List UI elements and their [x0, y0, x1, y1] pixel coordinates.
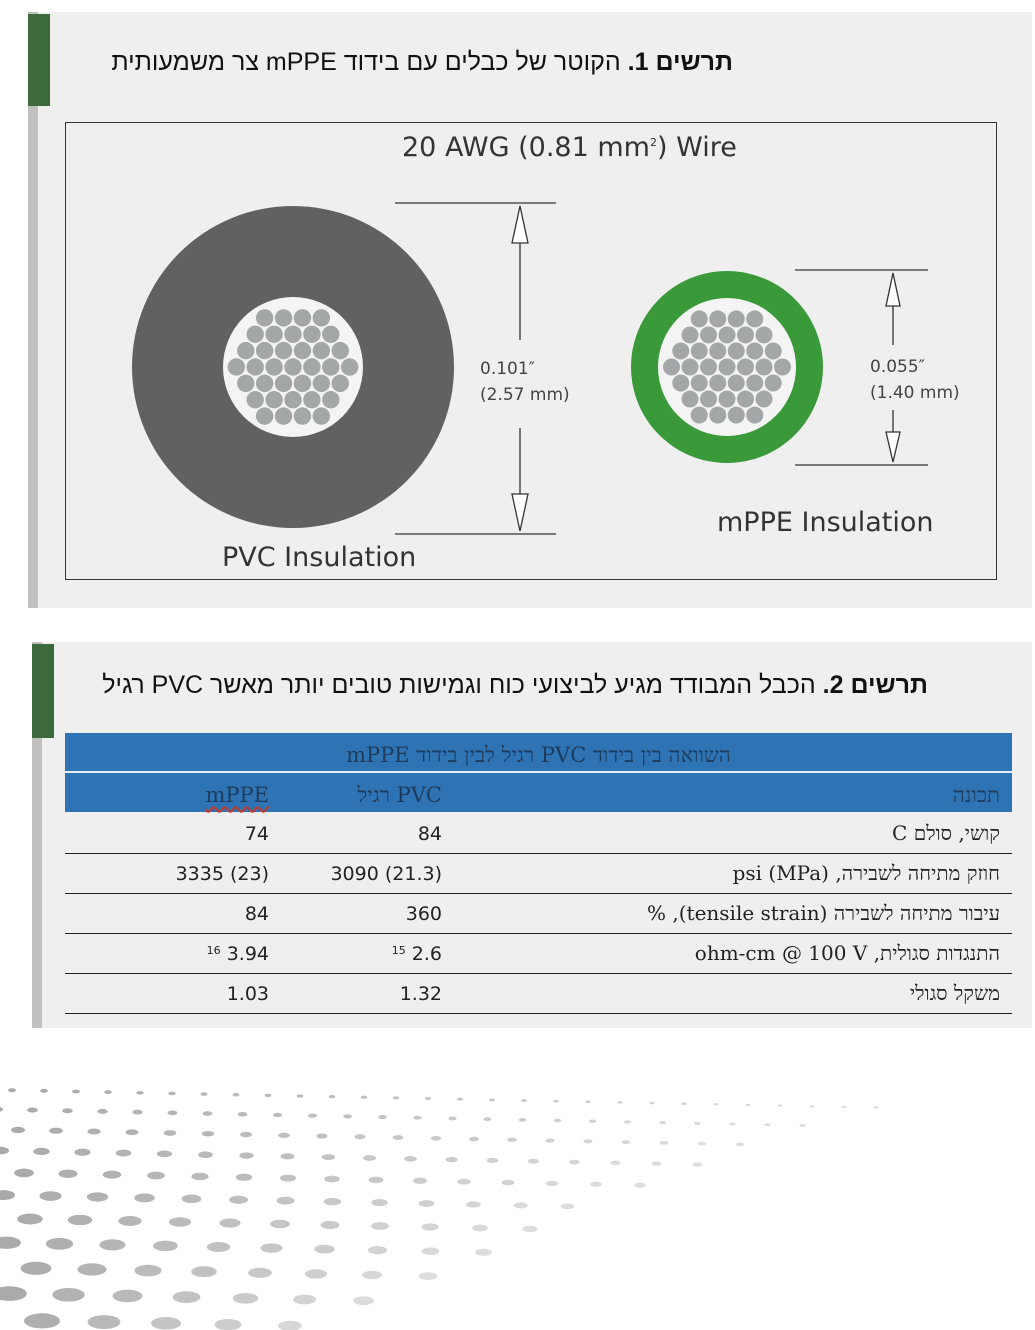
conductor-strand	[313, 342, 330, 359]
decorative-dot	[413, 1178, 427, 1184]
decorative-dot	[469, 1137, 479, 1142]
decorative-dot	[419, 1272, 437, 1280]
mppe-dimension-label	[870, 354, 960, 406]
decorative-dot	[393, 1135, 404, 1140]
figure2-accent-bar	[32, 644, 54, 738]
decorative-dot	[523, 1226, 538, 1232]
conductor-strand	[682, 326, 699, 343]
figure1-label: תרשים 1.	[627, 48, 733, 76]
row-mppe-value: 84	[244, 903, 269, 925]
conductor-strand	[756, 359, 773, 376]
decorative-dot	[561, 1203, 574, 1209]
table-row	[65, 814, 1012, 854]
decorative-dot	[46, 1238, 73, 1250]
decorative-dot	[116, 1150, 132, 1157]
figure2-caption-text: הכבל המבודד מגיע לביצועי כוח וגמישות טובים יותר מאשר PVC רגיל	[102, 671, 816, 699]
conductor-strand	[332, 375, 349, 392]
conductor-strand	[303, 391, 320, 408]
wire-title: 20 AWG (0.81 $mm^2$) Wire	[402, 132, 737, 163]
conductor-strand	[313, 407, 330, 424]
conductor-strand	[265, 358, 282, 375]
decorative-dot	[74, 1149, 90, 1156]
decorative-dot	[355, 1134, 366, 1139]
pvc-diameter-mm: (2.57 mm)	[480, 385, 570, 405]
decorative-dot	[404, 1156, 416, 1162]
conductor-strand	[709, 407, 726, 424]
comparison-table-title: השוואה בין בידוד PVC רגיל לבין בידוד mPPE	[65, 733, 1012, 773]
table-row	[65, 974, 1012, 1014]
decorative-dot	[546, 1181, 558, 1186]
conductor-strand	[247, 391, 264, 408]
decorative-dot	[11, 1127, 25, 1133]
conductor-strand	[275, 375, 292, 392]
wire-title-superscript: 2	[649, 136, 657, 149]
decorative-dot	[276, 1197, 294, 1205]
decorative-dot	[589, 1120, 596, 1123]
decorative-dot	[321, 1221, 340, 1229]
decorative-dot	[393, 1096, 399, 1099]
decorative-dot	[62, 1108, 73, 1113]
decorative-dot	[0, 1190, 15, 1200]
decorative-dot	[191, 1266, 216, 1277]
figure1-caption-text: הקוטר של כבלים עם בידוד mPPE צר משמעותית	[111, 48, 621, 76]
conductor-strand	[294, 407, 311, 424]
decorative-dot	[52, 1288, 84, 1302]
conductor-strand	[756, 391, 773, 408]
decorative-dot	[173, 1291, 201, 1303]
row-property: התנגדות סגולית, ohm-cm @ 100 V	[694, 941, 1000, 965]
conductor-strand	[275, 342, 292, 359]
decorative-dot	[87, 1192, 108, 1201]
conductor-strand	[700, 391, 717, 408]
decorative-dot	[14, 1169, 34, 1178]
decorative-dot	[545, 1138, 554, 1142]
decorative-dot	[191, 1173, 208, 1181]
mppe-diameter-mm: (1.40 mm)	[870, 383, 960, 403]
row-property: משקל סגולי	[909, 981, 1000, 1005]
decorative-dot	[168, 1111, 178, 1116]
decorative-dot	[425, 1097, 431, 1100]
decorative-dot	[134, 1265, 161, 1277]
conductor-strand	[275, 309, 292, 326]
figure2-caption	[102, 671, 928, 700]
conductor-strand	[672, 375, 689, 392]
decorative-dot	[422, 1247, 440, 1255]
decorative-dot	[422, 1223, 439, 1230]
mppe-diameter-inches: 0.055″	[870, 357, 926, 377]
decorative-dot	[308, 1114, 317, 1118]
decorative-dot	[624, 1120, 631, 1123]
conductor-strand	[322, 391, 339, 408]
conductor-strand	[322, 326, 339, 343]
decorative-dot	[40, 1089, 48, 1093]
decorative-dot	[487, 1158, 499, 1163]
decorative-dot	[371, 1222, 389, 1230]
conductor-strand	[322, 358, 339, 375]
decorative-dot	[147, 1172, 165, 1180]
decorative-dot	[200, 1092, 207, 1096]
decorative-dot	[778, 1104, 783, 1106]
decorative-dot	[363, 1155, 376, 1161]
pvc-exponent: 15	[391, 944, 406, 957]
decorative-dot	[569, 1160, 580, 1165]
mppe-insulation-label: mPPE Insulation	[717, 507, 934, 538]
decorative-dot	[203, 1111, 213, 1116]
decorative-dot	[649, 1102, 654, 1105]
conductor-strand	[284, 391, 301, 408]
decorative-dot	[617, 1101, 622, 1104]
decorative-dot	[88, 1315, 121, 1329]
conductor-strand	[737, 359, 754, 376]
decorative-dot	[236, 1174, 253, 1181]
decorative-dot	[219, 1218, 240, 1227]
conductor-strand	[256, 407, 273, 424]
conductor-strand	[341, 358, 358, 375]
row-pvc-value: 360	[405, 903, 442, 925]
decorative-dot	[659, 1121, 666, 1124]
decorative-dot	[361, 1096, 367, 1099]
conductor-strand	[728, 407, 745, 424]
decorative-dot	[280, 1175, 296, 1182]
decorative-dot	[99, 1239, 125, 1250]
row-pvc-value: 1.32	[399, 983, 442, 1005]
decorative-dot	[314, 1245, 335, 1254]
conductor-strand	[313, 375, 330, 392]
decorative-dot	[0, 1237, 21, 1249]
decorative-dot	[233, 1093, 240, 1096]
decorative-dot	[168, 1092, 175, 1096]
decorative-dot	[0, 1147, 9, 1155]
decorative-dot	[104, 1090, 112, 1094]
decorative-dot	[273, 1113, 282, 1117]
conductor-strand	[691, 375, 708, 392]
conductor-strand	[303, 358, 320, 375]
decorative-dot	[457, 1098, 463, 1101]
row-property: קושי, סולם C	[892, 821, 1000, 845]
decorative-dot	[528, 1159, 539, 1164]
column-header-mppe: mPPE	[205, 783, 269, 807]
decorative-dot	[519, 1118, 527, 1122]
conductor-strand	[700, 326, 717, 343]
decorative-dot	[8, 1088, 16, 1092]
conductor-strand	[294, 375, 311, 392]
conductor-strand	[709, 375, 726, 392]
row-property: עיבור מתיחה לשבירה (tensile strain), %	[647, 901, 1000, 925]
decorative-dot	[265, 1094, 272, 1097]
conductor-strand	[237, 342, 254, 359]
decorative-dot	[652, 1162, 662, 1166]
decorative-dot	[799, 1124, 805, 1127]
decorative-dot	[622, 1140, 631, 1144]
row-mppe-value: 1.03	[226, 983, 269, 1005]
decorative-dots	[0, 1088, 878, 1330]
decorative-dot	[134, 1193, 155, 1202]
decorative-dot	[278, 1133, 290, 1138]
decorative-dot	[278, 1321, 302, 1330]
decorative-dot	[136, 1091, 143, 1095]
decorative-dot	[281, 1153, 295, 1159]
table-row	[65, 854, 1012, 894]
conductor-strand	[284, 326, 301, 343]
row-pvc-value: 3090 (21.3)	[330, 863, 442, 885]
conductor-strand	[746, 342, 763, 359]
decorative-dot	[431, 1136, 441, 1141]
conductor-strand	[256, 342, 273, 359]
decorative-dot	[238, 1112, 247, 1116]
conductor-strand	[765, 342, 782, 359]
conductor-strand	[774, 359, 791, 376]
decorative-dot	[33, 1148, 50, 1155]
conductor-strand	[746, 375, 763, 392]
conductor-strand	[256, 309, 273, 326]
decorative-dot	[489, 1098, 495, 1101]
conductor-strand	[691, 310, 708, 327]
conductor-strand	[247, 358, 264, 375]
decorative-dot	[329, 1095, 336, 1098]
decorative-dot	[368, 1246, 387, 1254]
decorative-dot	[324, 1176, 339, 1183]
figure2-label: תרשים 2.	[822, 671, 928, 699]
decorative-dot	[17, 1214, 42, 1225]
decorative-dot	[118, 1216, 141, 1226]
comparison-table-header	[65, 773, 1012, 812]
decorative-dot	[585, 1100, 590, 1103]
conductor-strand	[746, 310, 763, 327]
pvc-dimension-label	[480, 356, 570, 408]
decorative-dot	[77, 1263, 106, 1275]
conductor-strand	[294, 309, 311, 326]
table-row	[65, 894, 1012, 934]
mppe-exponent: 16	[206, 944, 221, 957]
decorative-dot	[842, 1106, 847, 1108]
conductor-strand	[672, 342, 689, 359]
decorative-dot	[87, 1128, 100, 1134]
row-pvc-value: $^{15}$ 2.6	[391, 943, 442, 965]
decorative-dot	[343, 1114, 352, 1118]
row-pvc-value: 84	[417, 823, 442, 845]
conductor-strand	[700, 359, 717, 376]
decorative-dot	[72, 1090, 80, 1094]
decorative-dot	[419, 1200, 435, 1207]
decorative-dot	[484, 1117, 492, 1121]
decorative-dot	[113, 1290, 143, 1303]
decorative-dot	[874, 1106, 879, 1108]
column-header-property: תכונה	[952, 783, 1000, 807]
conductor-strand	[256, 375, 273, 392]
pvc-insulation-label: PVC Insulation	[222, 542, 417, 573]
decorative-dot	[448, 1117, 456, 1121]
conductor-strand	[728, 310, 745, 327]
conductor-strand	[728, 342, 745, 359]
decorative-dot	[457, 1179, 471, 1185]
decorative-dot	[746, 1104, 751, 1106]
decorative-dot	[239, 1152, 253, 1158]
conductor-strand	[728, 375, 745, 392]
conductor-strand	[719, 391, 736, 408]
pvc-diameter-inches: 0.101″	[480, 359, 536, 379]
decorative-dot	[322, 1154, 335, 1160]
decorative-dot	[151, 1317, 181, 1330]
decorative-dot	[27, 1107, 38, 1112]
decorative-dot	[58, 1170, 77, 1178]
decorative-dot	[445, 1157, 457, 1162]
decorative-dot	[514, 1202, 528, 1208]
conductor-strand	[765, 375, 782, 392]
decorative-dot	[21, 1262, 52, 1275]
decorative-dot	[553, 1100, 559, 1103]
conductor-strand	[709, 342, 726, 359]
decorative-dot	[297, 1094, 304, 1097]
conductor-strand	[265, 326, 282, 343]
decorative-dot	[729, 1123, 735, 1126]
decorative-dot	[316, 1133, 327, 1138]
decorative-dot	[371, 1199, 387, 1206]
conductor-strand	[682, 359, 699, 376]
row-mppe-value: $^{16}$ 3.94	[206, 943, 269, 965]
conductor-strand	[332, 342, 349, 359]
decorative-dot	[693, 1162, 703, 1166]
conductor-strand	[737, 391, 754, 408]
decorative-dot	[698, 1142, 706, 1146]
decorative-dot	[126, 1129, 139, 1135]
decorative-dot	[475, 1249, 492, 1256]
decorative-dot	[660, 1141, 668, 1145]
decorative-dot	[736, 1143, 744, 1147]
decorative-dot	[507, 1138, 517, 1142]
decorative-dot	[169, 1217, 191, 1227]
decorative-dot	[157, 1150, 172, 1157]
decorative-dot	[610, 1161, 620, 1166]
conductor-strand	[247, 326, 264, 343]
decorative-dot	[233, 1293, 258, 1304]
decorative-dot	[466, 1201, 481, 1207]
conductor-strand	[303, 326, 320, 343]
decorative-dot	[305, 1269, 327, 1278]
decorative-dot	[378, 1115, 387, 1119]
conductor-strand	[663, 359, 680, 376]
conductor-strand	[691, 342, 708, 359]
decorative-dot	[764, 1123, 770, 1126]
decorative-dot	[49, 1128, 63, 1134]
conductor-strand	[228, 358, 245, 375]
decorative-dot	[583, 1139, 592, 1143]
decorative-dot	[229, 1196, 248, 1204]
decorative-dot	[634, 1183, 646, 1188]
conductor-strand	[756, 326, 773, 343]
conductor-strand	[237, 375, 254, 392]
decorative-dot	[153, 1241, 178, 1252]
decorative-dot	[810, 1105, 815, 1107]
decorative-dot	[681, 1102, 686, 1105]
conductor-strand	[746, 407, 763, 424]
decorative-dot	[68, 1215, 92, 1225]
decorative-dot	[202, 1131, 214, 1137]
decorative-dot	[270, 1220, 290, 1229]
decorative-dot	[261, 1243, 283, 1252]
decorative-dot-pattern	[0, 1080, 1035, 1330]
decorative-dot	[362, 1271, 382, 1280]
decorative-dot	[554, 1119, 562, 1123]
conductor-strand	[682, 391, 699, 408]
decorative-dot	[198, 1151, 213, 1158]
conductor-strand	[691, 407, 708, 424]
decorative-dot	[39, 1191, 61, 1201]
decorative-dot	[694, 1122, 701, 1125]
decorative-dot	[293, 1295, 316, 1305]
decorative-dot	[0, 1107, 3, 1112]
decorative-dot	[248, 1268, 272, 1278]
decorative-dot	[97, 1109, 107, 1114]
decorative-dot	[215, 1319, 242, 1330]
conductor-strand	[719, 326, 736, 343]
decorative-dot	[0, 1286, 27, 1301]
decorative-dot	[324, 1198, 341, 1206]
conductor-strand	[294, 342, 311, 359]
decorative-dot	[353, 1296, 374, 1305]
decorative-dot	[164, 1130, 177, 1136]
decorative-dot	[24, 1313, 60, 1328]
conductor-strand	[719, 359, 736, 376]
decorative-dot	[714, 1103, 719, 1105]
table-row	[65, 934, 1012, 974]
conductor-strand	[265, 391, 282, 408]
decorative-dot	[369, 1177, 384, 1184]
decorative-dot	[502, 1180, 515, 1186]
decorative-dot	[103, 1171, 121, 1179]
decorative-dot	[182, 1195, 202, 1204]
column-header-pvc: PVC רגיל	[357, 783, 442, 807]
decorative-dot	[413, 1116, 421, 1120]
decorative-dot	[590, 1182, 602, 1187]
row-mppe-value: 74	[244, 823, 269, 845]
decorative-dot	[132, 1110, 142, 1115]
conductor-strand	[284, 358, 301, 375]
conductor-strand	[275, 407, 292, 424]
row-property: חוזק מתיחה לשבירה, psi (MPa)	[732, 861, 1000, 885]
decorative-dot	[472, 1225, 488, 1232]
row-mppe-value: 3335 (23)	[175, 863, 269, 885]
conductor-strand	[737, 326, 754, 343]
decorative-dot	[521, 1099, 527, 1102]
conductor-strand	[313, 309, 330, 326]
conductor-strand	[709, 310, 726, 327]
decorative-dot	[207, 1242, 230, 1252]
decorative-dot	[240, 1132, 252, 1137]
